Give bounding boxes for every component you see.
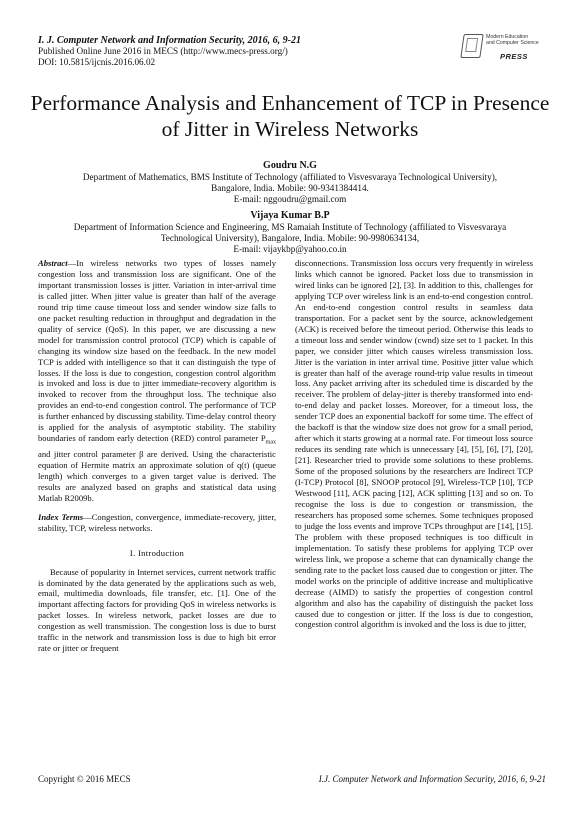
doi-line: DOI: 10.5815/ijcnis.2016.06.02 xyxy=(38,57,156,67)
author-block-1 xyxy=(10,160,570,205)
abstract-text: —In wireless networks two types of losses namely congestion loss and transmission loss are significant. One of the important transmission losses is jitter. Variation in inter-arrival time is called jitter. When jitter value is greater than half of the average round trip time cause timeout loss and sender window size falls to one packet resulting reduction in throughput and degradation in the quality of service (QoS). In this paper, we are discussing a new model for transmission control protocol (TCP) which is capable of changing its window size based on the feedback. In the new model TCP is added with intelligence so that it can distinguish the type of losses. If the loss is due to congestion, congestion control algorithm is invoked and loss is due to jitter immediate-recovery algorithm is invoked to recover from the throughput loss. The technique also provides an end-to-end congestion control. The performance of TCP is further enhanced by discussing stability. Time-delay control theory is applied for the analysis of asymptotic stability. The stability boundaries of random early detection (RED) control parameter P xyxy=(38,258,276,444)
journal-header xyxy=(38,35,458,68)
abstract xyxy=(38,258,276,504)
author-email: E-mail: nggoudru@gmail.com xyxy=(233,194,347,204)
abstract-subscript: max xyxy=(265,439,276,446)
logo-press: PRESS xyxy=(500,52,528,61)
index-terms-label: Index Terms xyxy=(38,511,84,522)
book-icon xyxy=(460,34,483,58)
intro-paragraph-cont: disconnections. Transmission loss occurs very frequently in wireless links which cannot be ignored. Packet loss due to transmission in wired links can be ignored [2], [3]. In addition to this, challenges for applying TCP over wireless link is an end-to-end congestion control. An end-to-end congestion control results in seamless data transportation. For a packet sent by the source, acknowledgement (ACK) is received before the timeout period. Otherwise this leads to a timeout loss and sender window (cwnd) size set to 1 packet. In this paper, we consider jitter which causes wireless transmission loss. Jitter is the variation in inter arrival time. Positive jitter value which is greater than half of the average round-trip value results in timeout loss. Any packet arriving after its scheduled time is discarded by the receiver. The problem of delay-jitter is thereby transformed into end-to-end delay and packet losses. Moreover, for a timeout loss, the sender TCP does an exponential backoff for some time. The effect of the backoff is that the window size does not grow for a small period, after which it starts growing at a normal rate. For timeout loss source reduces its sending rate which is unnecessary [4], [5], [6], [7], [20], [21]. Researcher tried to provide some solutions to these problems. Some of the proposed solutions by the researchers are Indirect TCP (I-TCP) Protocol [8], SNOOP protocol [9], Wireless-TCP [10], TCP Westwood [11], ACK pacing [12], ACK splitting [13] and so on. To recognise the loss is due to congestion or transmission, the researchers has proposed some schemes. Some techniques proposed to judge the loss events and improve TCPs throughput are [14], [15]. The problem with these proposed techniques is too difficult in implementation. To satisfy these problems for applying TCP over wireless link, we propose a scheme that can dynamically change the sending rate to the packet loss caused due to congestion or jitter. The model works on the principle of additive increase and multiplicative decrease (AIMD) to satisfy the properties of congestion control algorithm and also has the capability of distinguish the packet loss caused due to congestion or jitter. If the loss is due to congestion, congestion control algorithm is invoked and the loss is due to jitter, xyxy=(295,258,533,630)
published-line: Published Online June 2016 in MECS (http://www.mecs-press.org/) xyxy=(38,46,288,56)
author-email: E-mail: vijaykbp@yahoo.co.in xyxy=(233,244,347,254)
index-terms-text: —Congestion, convergence, immediate-recovery, jitter, stability, TCP, wireless networks. xyxy=(38,511,277,533)
abstract-text-cont: and jitter control parameter β are derived. Using the characteristic equation of Hermite matrix an approximate solution of q(t) (queue length) which converges to a given target value is derived. The results are analyzed based on graphs and statistical data using Matlab R2009b. xyxy=(38,448,276,503)
author-affiliation-cont: Bangalore, India. Mobile: 90-9341384414. xyxy=(211,183,369,193)
section-heading: I. Introduction xyxy=(129,547,185,558)
author-affiliation: Department of Mathematics, BMS Institute of Technology (affiliated to Visvesvaraya Technological University), xyxy=(82,172,498,182)
copyright: Copyright © 2016 MECS xyxy=(38,774,131,784)
author-name: Goudru N.G xyxy=(263,160,317,171)
author-affiliation-cont: Technological University), Bangalore, India. Mobile: 90-9980634134, xyxy=(160,233,420,243)
intro-paragraph: Because of popularity in Internet services, current network traffic is dominated by the data generated by the applications such as web, email, multimedia downloads, file transfer, etc. [1]. One of the important affecting factors for providing QoS in wireless networks is packet losses. In wireless network, packet losses are due to congestion as well transmission. The congestion loss is due to burst traffic in the network and transmission loss is due to high bit error rate or jitter or frequent xyxy=(38,566,276,654)
abstract-label: Abstract xyxy=(38,258,68,268)
journal-citation: I. J. Computer Network and Information Security, 2016, 6, 9-21 xyxy=(38,35,301,46)
author-name: Vijaya Kumar B.P xyxy=(250,210,330,221)
logo-text xyxy=(486,34,539,46)
right-column xyxy=(295,258,533,630)
author-affiliation: Department of Information Science and Engineering, MS Ramaiah Institute of Technology (affiliated to Visvesvaraya xyxy=(73,222,507,232)
index-terms xyxy=(38,512,276,534)
author-block-2 xyxy=(10,210,570,255)
logo-line-1: Modern Education xyxy=(486,34,529,40)
paper-title: Performance Analysis and Enhancement of TCP in Presence of Jitter in Wireless Networks xyxy=(30,91,550,141)
left-column xyxy=(38,258,276,654)
footer-citation: I.J. Computer Network and Information Security, 2016, 6, 9-21 xyxy=(318,774,546,784)
logo-line-2: and Computer Science xyxy=(486,40,539,46)
publisher-logo xyxy=(462,30,546,66)
